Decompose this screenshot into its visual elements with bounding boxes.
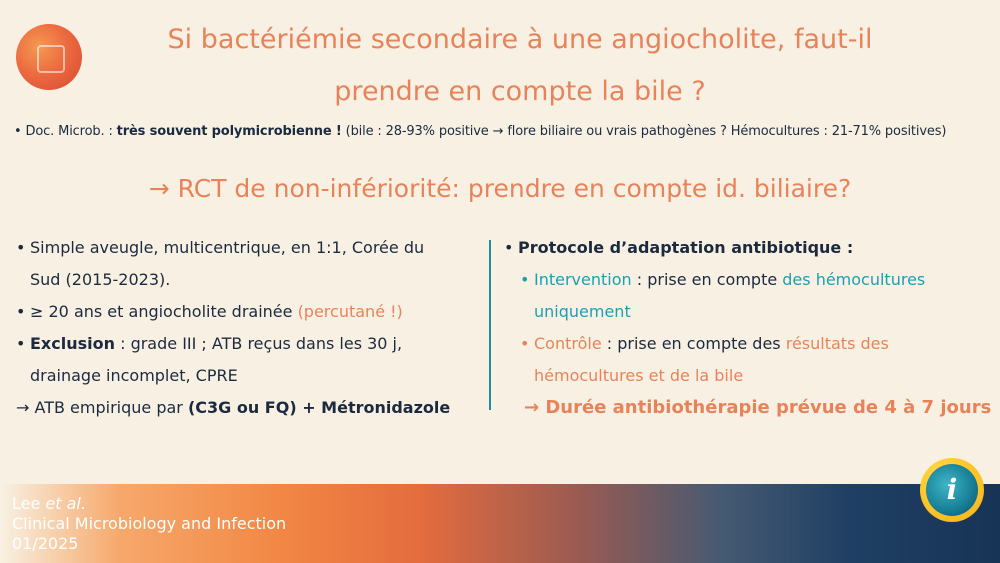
item1-line2: Sud (2015-2023). [30,270,171,289]
list-item [16,296,486,328]
doc-rest: (bile : 28-93% positive → flore biliaire ou vrais pathogènes ? Hémocultures : 21-71% positives) [341,124,947,139]
protocol-heading: Protocole d’adaptation antibiotique : [518,238,854,257]
controle-label: Contrôle [534,334,602,353]
list-item [504,328,994,392]
bullet: • [16,302,26,321]
doc-prefix: Doc. Microb. : [25,124,117,139]
title-line-2: prendre en compte la bile ? [334,76,706,107]
controle-highlight: résultats des [785,334,889,353]
list-item [504,232,994,264]
slide-title [100,14,940,118]
brand-logo-icon: i [920,458,984,522]
doc-bullet: • [14,124,22,139]
exclusion-label: Exclusion [30,334,115,353]
doc-bold: très souvent polymicrobienne ! [116,124,342,139]
column-divider [489,240,491,410]
right-column [504,232,994,424]
atb-prefix: → ATB empirique par [16,398,188,417]
atb-line [16,392,486,424]
bullet: • [520,270,530,289]
item2-orange: (percutané !) [297,302,403,321]
duree-line: → Durée antibiothérapie prévue de 4 à 7 jours [524,397,992,418]
exclusion-line2: drainage incomplet, CPRE [30,366,238,385]
doc-microb-line [14,124,994,139]
citation-date: 01/2025 [12,534,79,553]
bullet: • [16,238,26,257]
citation-journal: Clinical Microbiology and Infection [12,514,287,533]
left-column [16,232,486,424]
bullet: • [16,334,26,353]
atb-bold: (C3G ou FQ) + Métronidazole [187,398,451,417]
exclusion-text: : grade III ; ATB reçus dans les 30 j, [115,334,403,353]
controle-text: : prise en compte des [601,334,786,353]
intervention-text: : prise en compte [631,270,783,289]
item1-line1: Simple aveugle, multicentrique, en 1:1, Corée du [30,238,425,257]
intervention-line2: uniquement [534,302,631,321]
citation-etal: et al. [45,494,86,513]
citation [12,494,286,554]
chip-logo-icon [16,24,82,90]
list-item [16,232,486,296]
rct-heading: → RCT de non-infériorité: prendre en compte id. biliaire? [148,174,852,203]
bullet: • [504,238,514,257]
item2-text: ≥ 20 ans et angiocholite drainée [30,302,298,321]
intervention-highlight: des hémocultures [782,270,926,289]
list-item [504,264,994,328]
citation-author: Lee [12,494,46,513]
intervention-label: Intervention [534,270,632,289]
bullet: • [520,334,530,353]
title-line-1: Si bactériémie secondaire à une angiocholite, faut-il [167,24,873,55]
controle-line2: hémocultures et de la bile [534,366,744,385]
list-item [16,328,486,392]
